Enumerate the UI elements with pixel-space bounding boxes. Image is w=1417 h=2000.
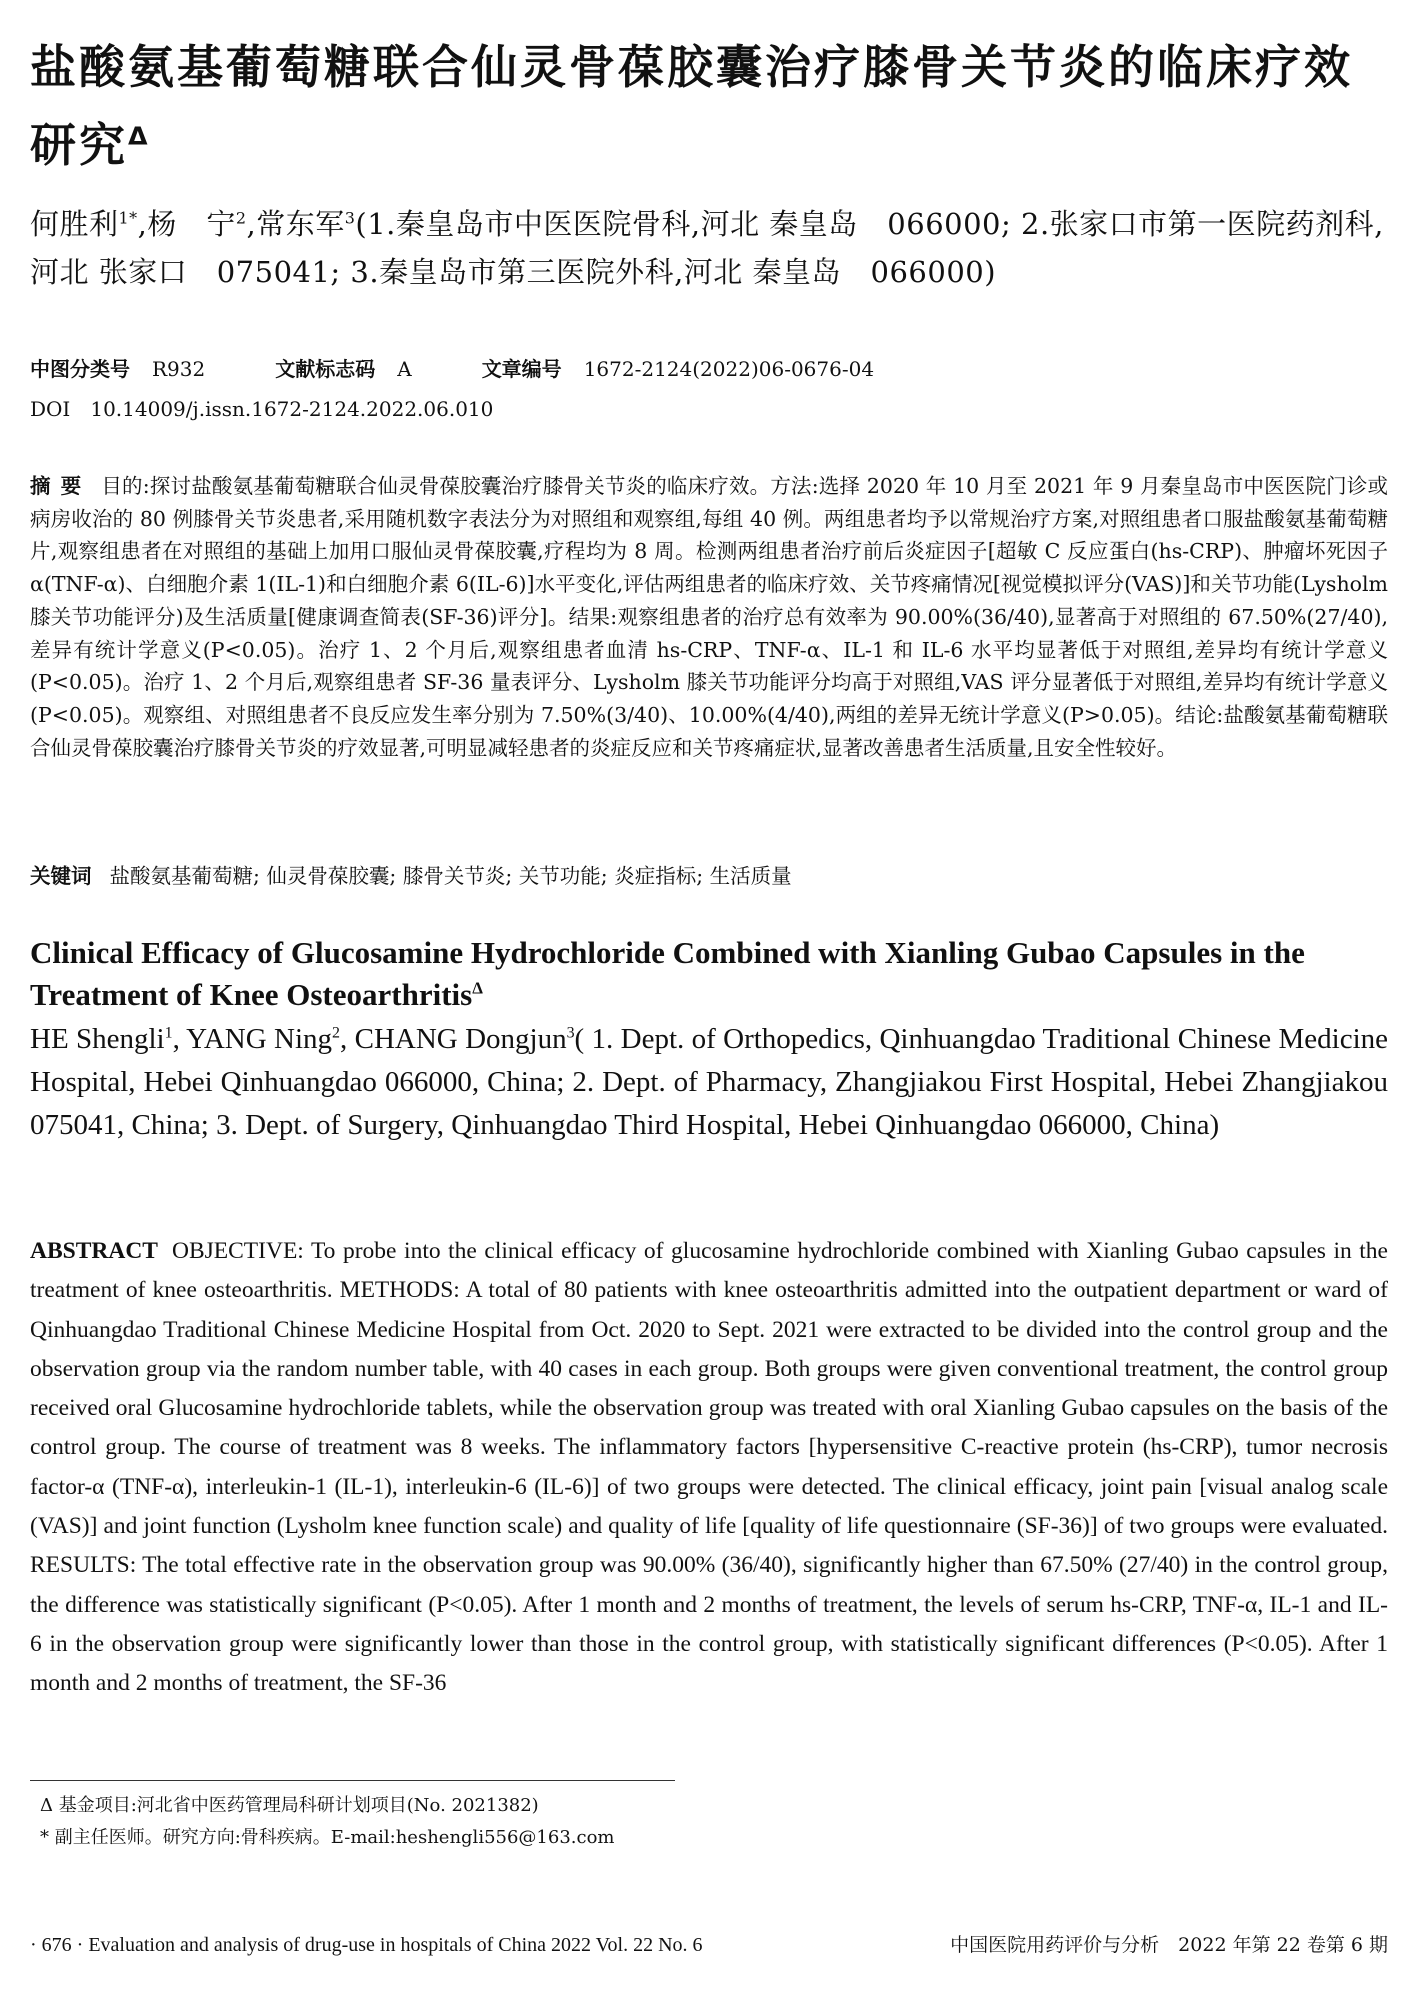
doi-line <box>30 394 493 424</box>
clc-value: R932 <box>152 357 206 381</box>
english-affiliations: ( 1. Dept. of Orthopedics, Qinhuangdao Traditional Chinese Medicine Hospital, Hebei Qinhuangdao 066000, China; 2. Dept. of Pharmacy, Zhangjiakou First Hospital, Hebei Zhangjiakou 075041, China; 3. Dept. of Surgery, Qinhuangdao Third Hospital, Hebei Qinhuangdao 066000, China) <box>30 1023 1388 1141</box>
classification-line <box>30 354 944 384</box>
english-title-fund-mark: Δ <box>472 978 483 998</box>
english-abstract-text: OBJECTIVE: To probe into the clinical efficacy of glucosamine hydrochloride combined with Xianling Gubao capsules in the treatment of knee osteoarthritis. METHODS: A total of 80 patients with knee osteoarthritis admitted into the outpatient department or ward of Qinhuangdao Traditional Chinese Medicine Hospital from Oct. 2020 to Sept. 2021 were extracted to be divided into the control group and the observation group via the random number table, with 40 cases in each group. Both groups were given conventional treatment, the control group received oral Glucosamine hydrochloride tablets, while the observation group was treated with oral Xianling Gubao capsules on the basis of the control group. The course of treatment was 8 weeks. The inflammatory factors [hypersensitive C-reactive protein (hs-CRP), tumor necrosis factor-α (TNF-α), interleukin-1 (IL-1), interleukin-6 (IL-6)] of two groups were detected. The clinical efficacy, joint pain [visual analog scale (VAS)] and joint function (Lysholm knee function scale) and quality of life [quality of life questionnaire (SF-36)] of two groups were evaluated. RESULTS: The total effective rate in the observation group was 90.00% (36/40), significantly higher than 67.50% (27/40) in the control group, the difference was statistically significant (P<0.05). After 1 month and 2 months of treatment, the levels of serum hs-CRP, TNF-α, IL-1 and IL-6 in the observation group were significantly lower than those in the control group, with statistically significant differences (P<0.05). After 1 month and 2 months of treatment, the SF-36 <box>30 1238 1388 1697</box>
footnote-divider <box>30 1780 675 1781</box>
author-name: HE Shengli <box>30 1023 165 1055</box>
english-abstract-label: ABSTRACT <box>30 1238 158 1264</box>
chinese-title <box>30 28 1388 184</box>
author-name: 杨 宁 <box>147 207 236 241</box>
chinese-abstract-text: 目的:探讨盐酸氨基葡萄糖联合仙灵骨葆胶囊治疗膝骨关节炎的临床疗效。方法:选择 2020 年 10 月至 2021 年 9 月秦皇岛市中医医院门诊或病房收治的 80 例膝骨关节炎患者,采用随机数字表法分为对照组和观察组,每组 40 例。两组患者均予以常规治疗方案,对照组患者口服盐酸氨基葡萄糖片,观察组患者在对照组的基础上加用口服仙灵骨葆胶囊,疗程均为 8 周。检测两组患者治疗前后炎症因子[超敏 C 反应蛋白(hs-CRP)、肿瘤坏死因子 α(TNF-α)、白细胞介素 1(IL-1)和白细胞介素 6(IL-6)]水平变化,评估两组患者的临床疗效、关节疼痛情况[视觉模拟评分(VAS)]和关节功能(Lysholm 膝关节功能评分)及生活质量[健康调查简表(SF-36)评分]。结果:观察组患者的治疗总有效率为 90.00%(36/40),显著高于对照组的 67.50%(27/40),差异有统计学意义(P<0.05)。治疗 1、2 个月后,观察组患者血清 hs-CRP、TNF-α、IL-1 和 IL-6 水平均显著低于对照组,差异均有统计学意义(P<0.05)。治疗 1、2 个月后,观察组患者 SF-36 量表评分、Lysholm 膝关节功能评分均高于对照组,VAS 评分显著低于对照组,差异均有统计学意义(P<0.05)。观察组、对照组患者不良反应发生率分别为 7.50%(3/40)、10.00%(4/40),两组的差异无统计学意义(P>0.05)。结论:盐酸氨基葡萄糖联合仙灵骨葆胶囊治疗膝骨关节炎的疗效显著,可明显减轻患者的炎症反应和关节疼痛症状,显著改善患者生活质量,且安全性较好。 <box>30 474 1388 760</box>
chinese-abstract <box>30 470 1388 764</box>
chinese-title-text: 盐酸氨基葡萄糖联合仙灵骨葆胶囊治疗膝骨关节炎的临床疗效研究 <box>30 40 1353 172</box>
english-abstract <box>30 1232 1388 1704</box>
chinese-affiliations: (1.秦皇岛市中医医院骨科,河北 秦皇岛 066000; 2.张家口市第一医院药剂科,河北 张家口 075041; 3.秦皇岛市第三医院外科,河北 秦皇岛 066000) <box>30 207 1384 289</box>
doc-code-value: A <box>397 357 412 381</box>
author-name: 何胜利 <box>30 207 119 241</box>
doi-value: 10.14009/j.issn.1672-2124.2022.06.010 <box>90 397 494 421</box>
paper-page <box>30 0 1388 2000</box>
author-sup: 1 <box>164 1024 173 1042</box>
doc-code-label: 文献标志码 <box>275 357 376 381</box>
article-no-label: 文章编号 <box>481 357 562 381</box>
author-sup: 1* <box>118 208 138 228</box>
chinese-keywords <box>30 860 1388 892</box>
chinese-keywords-label: 关键词 <box>30 864 92 888</box>
footer-right: 中国医院用药评价与分析 2022 年第 22 卷第 6 期 <box>950 1934 1388 1956</box>
chinese-title-fund-mark: Δ <box>128 121 151 151</box>
chinese-keywords-text: 盐酸氨基葡萄糖; 仙灵骨葆胶囊; 膝骨关节炎; 关节功能; 炎症指标; 生活质量 <box>109 864 792 888</box>
doi-label: DOI <box>30 397 71 421</box>
author-sup: 2 <box>235 208 247 228</box>
author-name: YANG Ning <box>186 1023 333 1055</box>
article-no-value: 1672-2124(2022)06-0676-04 <box>583 357 875 381</box>
page-footer <box>30 1930 1388 1960</box>
author-sup: 3 <box>344 208 356 228</box>
fund-footnote: Δ 基金项目:河北省中医药管理局科研计划项目(No. 2021382) <box>40 1795 539 1816</box>
chinese-authors: 何胜利$^{1*}$,杨 宁$^2$,常东军$^3$(1.秦皇岛市中医医院骨科,河北 秦皇岛 066000; 2.张家口市第一医院药剂科,河北 张家口 075041; 3.秦皇岛市第三医院外科,河北 秦皇岛 066000) <box>30 207 1384 289</box>
author-footnote: * 副主任医师。研究方向:骨科疾病。E-mail:heshengli556@163.com <box>40 1827 615 1848</box>
footnotes <box>40 1790 1380 1854</box>
clc-label: 中图分类号 <box>30 357 130 381</box>
english-authors: HE Shengli$^1$, YANG Ning$^2$, CHANG Dongjun$^3$( 1. Dept. of Orthopedics, Qinhuangdao Traditional Chinese Medicine Hospital, Hebei Qinhuangdao 066000, China; 2. Dept. of Pharmacy, Zhangjiakou First Hospital, Hebei Zhangjiakou 075041, China; 3. Dept. of Surgery, Qinhuangdao Third Hospital, Hebei Qinhuangdao 066000, China) <box>30 1023 1388 1141</box>
author-sup: 2 <box>332 1024 340 1042</box>
footer-left: · 676 · Evaluation and analysis of drug-use in hospitals of China 2022 Vol. 22 No. 6 <box>30 1934 703 1956</box>
chinese-abstract-label: 摘要 <box>30 474 92 498</box>
author-sup: 3 <box>566 1024 575 1042</box>
english-title <box>30 932 1388 1016</box>
author-name: 常东军 <box>256 207 345 241</box>
author-name: CHANG Dongjun <box>354 1023 567 1055</box>
english-title-text: Clinical Efficacy of Glucosamine Hydrochloride Combined with Xianling Gubao Capsules in the Treatment of Knee Osteoarthritis <box>30 935 1305 1012</box>
